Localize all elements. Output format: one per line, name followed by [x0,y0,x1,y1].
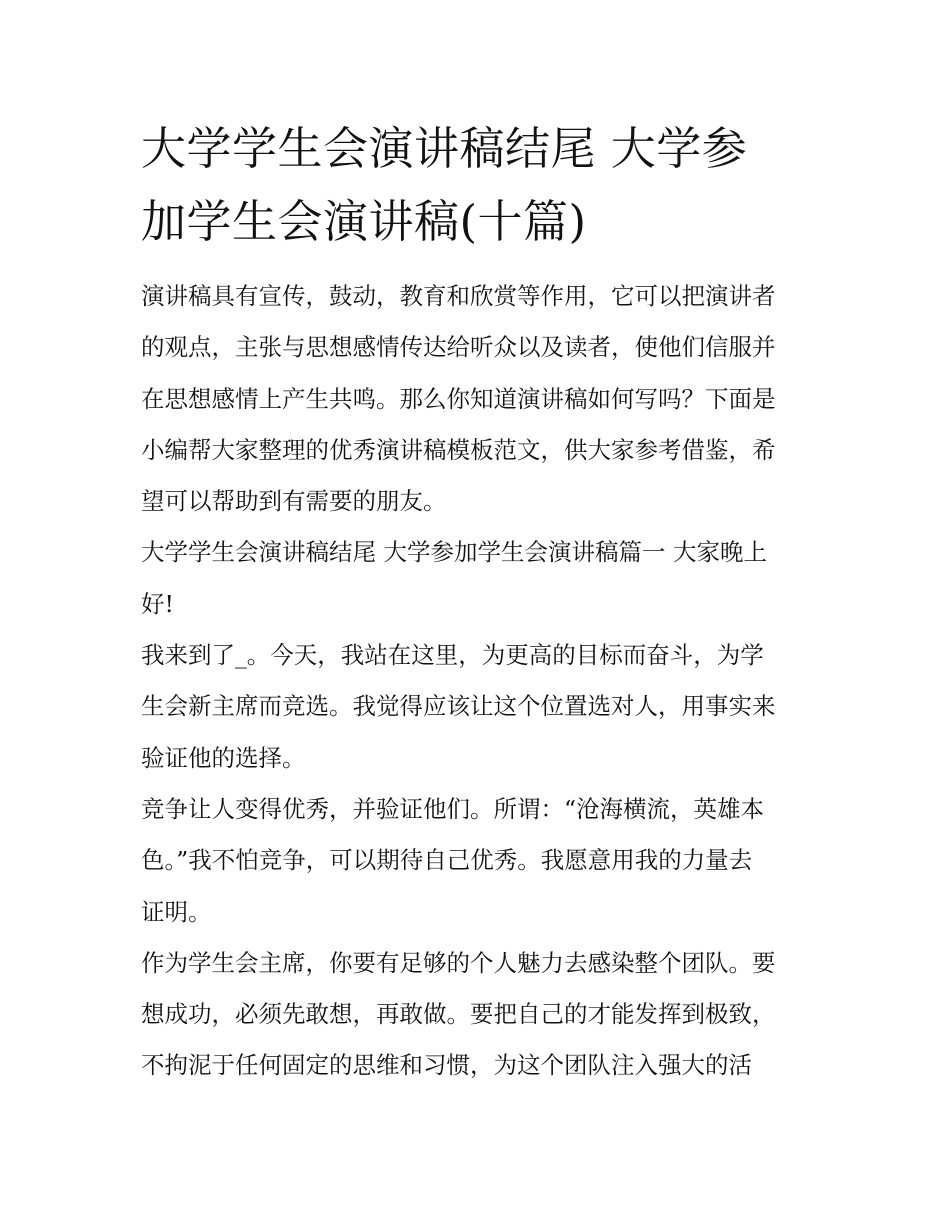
paragraph-section-heading [141,527,816,630]
text-line: 好! [141,589,174,618]
text-line: 验证他的选择。 [141,743,306,772]
title-line: 大学学生会演讲稿结尾 大学参 [141,122,748,175]
paragraph-competition [141,784,816,938]
document-content [141,112,816,1092]
text-line: 在思想感情上产生共鸣。那么你知道演讲稿如何写吗？下面是 [141,384,776,413]
text-line: 我来到了_。今天，我站在这里，为更高的目标而奋斗，为学 [141,641,764,670]
paragraph-chairman [141,938,816,1092]
document-body [141,271,816,1092]
document-title [141,112,816,258]
text-line: 演讲稿具有宣传，鼓动，教育和欣赏等作用，它可以把演讲者 [141,282,776,310]
text-line: 想成功，必须先敢想，再敢做。要把自己的才能发挥到极致， [141,1000,776,1029]
text-line: 竞争让人变得优秀，并验证他们。所谓：“沧海横流，英雄本 [141,794,765,823]
text-line: 小编帮大家整理的优秀演讲稿模板范文，供大家参考借鉴，希 [141,435,776,464]
text-line: 色。”我不怕竞争，可以期待自己优秀。我愿意用我的力量去 [141,846,753,875]
title-line: 加学生会演讲稿(十篇) [141,195,587,248]
text-line: 的观点，主张与思想感情传达给听众以及读者，使他们信服并 [141,333,776,362]
text-line: 不拘泥于任何固定的思维和习惯，为这个团队注入强大的活 [141,1051,752,1080]
text-line: 生会新主席而竞选。我觉得应该让这个位置选对人，用事实来 [141,692,776,721]
text-line: 大学学生会演讲稿结尾 大学参加学生会演讲稿篇一 大家晚上 [141,538,767,567]
text-line: 望可以帮助到有需要的朋友。 [141,487,447,516]
text-line: 证明。 [141,897,212,926]
text-line: 作为学生会主席，你要有足够的个人魅力去感染整个团队。要 [141,948,776,977]
paragraph-intro [141,271,816,527]
paragraph-arrival [141,630,816,784]
